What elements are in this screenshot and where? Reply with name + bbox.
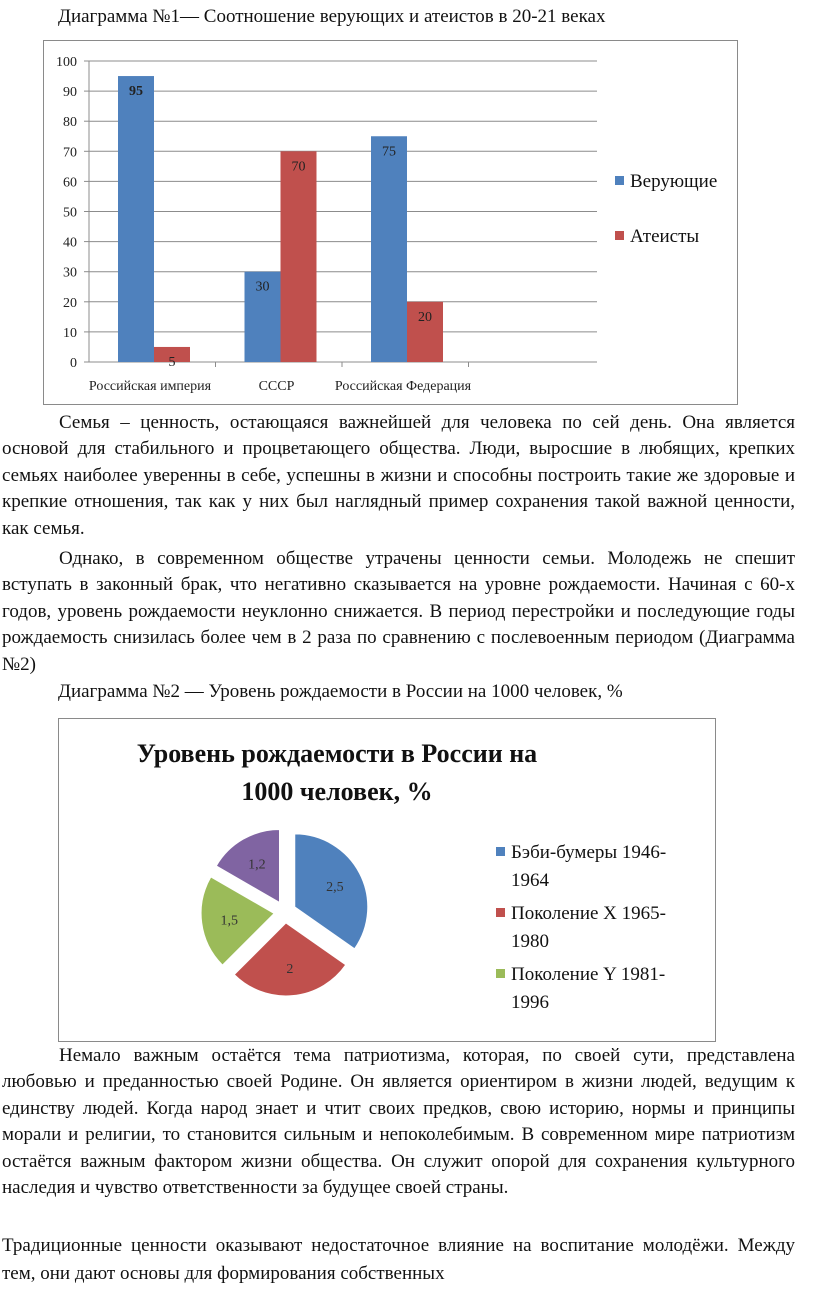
paragraph-patriotism: Немало важным остаётся тема патриотизма, которая, по своей сути, представлена любовью и преданностью своей Родине. Он является ориентиром в жизни людей, ведущим к единству людей. Когда народ знает и чтит своих предков, свою историю, нормы и принципы морали и религии, то становится сильным и непоколебимым. В современном мире патриотизм остаётся важным фактором жизни общества. Он служит опорой для сохранения культурного наследия и чувство ответственности за будущее своей страны. (2, 1045, 795, 1199)
y-tick-label: 0 (70, 356, 77, 371)
y-tick-label: 70 (63, 145, 77, 161)
x-tick-label: Российская империя (88, 379, 212, 394)
data-label: 30 (255, 279, 270, 295)
pie-title: 1000 человек, % (241, 777, 433, 806)
chart2-frame (58, 718, 716, 1042)
bar-believers (118, 76, 154, 362)
pie-chart (59, 719, 717, 1043)
chart1-caption: Диаграмма №1— Соотношение верующих и атеистов в 20-21 веках (58, 6, 606, 27)
legend-label: Поколение X 1965- (511, 903, 666, 924)
bar-atheists (281, 151, 317, 362)
slice-label: 2,5 (326, 880, 344, 896)
x-tick-label: СССР (258, 379, 295, 394)
slice-label: 1,5 (220, 913, 238, 929)
y-tick-label: 20 (63, 295, 77, 311)
legend-swatch (496, 847, 505, 856)
data-label: 70 (291, 159, 306, 175)
y-tick-label: 10 (63, 325, 77, 341)
legend-label: 1980 (511, 931, 549, 952)
data-label: 5 (168, 354, 176, 370)
data-label: 20 (418, 309, 432, 325)
paragraph-traditional-values: Традиционные ценности оказывают недостаточное влияние на воспитание молодёжи. Между тем, они дают основы для формирования собственных (2, 1235, 795, 1284)
paragraph-birthrate: Однако, в современном обществе утрачены ценности семьи. Молодежь не спешит вступать в законный брак, что негативно сказывается на уровне рождаемости. Начиная с 60-х годов, уровень рождаемости неуклонно снижается. В период перестройки и последующие годы рождаемость снизилась более чем в 2 раза по сравнению с послевоенным периодом (Диаграмма №2) (2, 548, 795, 675)
y-tick-label: 30 (63, 265, 77, 281)
paragraph-family: Семья – ценность, остающаяся важнейшей для человека по сей день. Она является основой для стабильного и процветающего общества. Люди, выросшие в любящих, крепких семьях наиболее уверенны в себе, успешны в жизни и способны построить такие же здоровые и крепкие отношения, так как у них был наглядный пример сохранения такой важной ценности, как семья. (2, 412, 795, 539)
legend-label: Атеисты (630, 226, 700, 247)
x-tick-label: Российская Федерация (334, 379, 472, 394)
legend-swatch (496, 969, 505, 978)
slice-label: 2 (286, 962, 294, 978)
chart1-frame (43, 40, 738, 405)
legend-swatch (615, 176, 624, 185)
legend-label: Бэби-бумеры 1946- (511, 842, 667, 863)
y-tick-label: 60 (63, 175, 77, 191)
bar-chart (44, 41, 739, 406)
legend-label: 1964 (511, 870, 549, 891)
y-tick-label: 40 (63, 235, 77, 251)
data-label: 95 (129, 84, 143, 100)
chart2-caption: Диаграмма №2 — Уровень рождаемости в России на 1000 человек, % (58, 681, 623, 702)
legend-swatch (615, 231, 624, 240)
data-label: 75 (382, 144, 396, 160)
y-tick-label: 80 (63, 115, 77, 131)
legend-label: 1996 (511, 992, 549, 1013)
legend-swatch (496, 908, 505, 917)
bar-believers (371, 136, 407, 362)
y-tick-label: 100 (56, 55, 77, 70)
y-tick-label: 50 (63, 205, 77, 221)
pie-title: Уровень рождаемости в России на (136, 739, 538, 768)
legend-label: Верующие (630, 171, 718, 192)
slice-label: 1,2 (248, 857, 266, 873)
y-tick-label: 90 (63, 85, 77, 101)
legend-label: Поколение Y 1981- (511, 964, 666, 985)
